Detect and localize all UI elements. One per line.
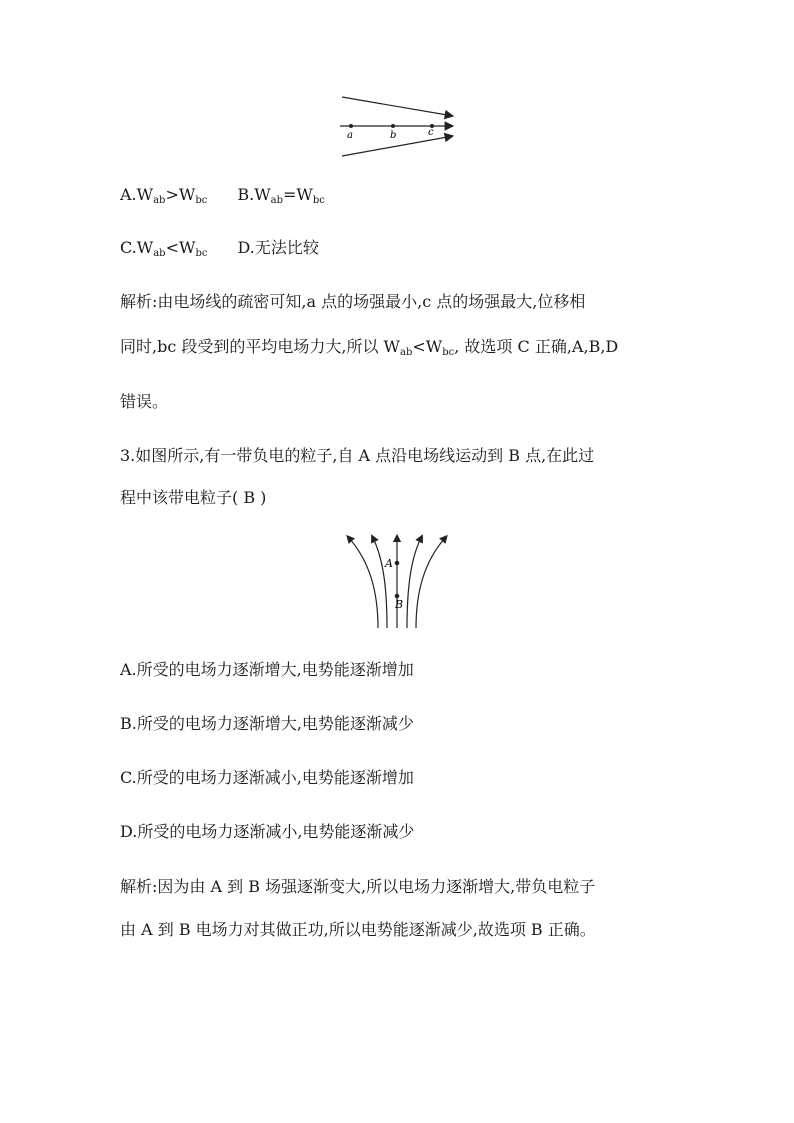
- q3-analysis-line1: 解析:因为由 A 到 B 场强逐渐变大,所以电场力逐渐增大,带负电粒子: [120, 877, 596, 896]
- option-a[interactable]: $A.W_{ab}>W_{bc}$: [120, 185, 208, 206]
- q3-stem-line2: 程中该带电粒子( B ): [120, 488, 267, 507]
- figure-field-lines-abc: [335, 90, 465, 160]
- field-line-far-right: [416, 538, 445, 628]
- q3-option-d[interactable]: D.所受的电场力逐渐减小,电势能逐渐减少: [120, 822, 415, 841]
- point-a: [349, 124, 353, 128]
- field-line-far-left: [349, 538, 378, 628]
- field-line-right: [407, 538, 421, 628]
- q2-analysis-line1: 解析:由电场线的疏密可知,a 点的场强最小,c 点的场强最大,位移相: [120, 292, 586, 311]
- q3-analysis-line2: 由 A 到 B 电场力对其做正功,所以电势能逐渐减少,故选项 B 正确。: [120, 920, 596, 939]
- point-A: [395, 561, 400, 566]
- q2-analysis-line2: 同时,bc 段受到的平均电场力大,所以 $W_{ab}<W_{bc}$, 故选项 C 正确,A,B,D: [120, 337, 619, 358]
- q3-stem-line1: 3.如图所示,有一带负电的粒子,自 A 点沿电场线运动到 B 点,在此过: [120, 446, 595, 465]
- label-B: B: [395, 598, 404, 611]
- option-c[interactable]: $C.W_{ab}<W_{bc}$: [120, 238, 208, 259]
- options-row-cd: [120, 238, 319, 258]
- option-b[interactable]: $B.W_{ab}=W_{bc}$: [237, 185, 325, 206]
- label-b: b: [390, 130, 397, 141]
- label-c: c: [428, 127, 434, 138]
- field-line-bottom: [342, 136, 453, 156]
- option-d[interactable]: D.无法比较: [237, 238, 319, 257]
- q3-option-a[interactable]: A.所受的电场力逐渐增大,电势能逐渐增加: [120, 660, 414, 679]
- field-line-left: [373, 538, 387, 628]
- q3-option-b[interactable]: B.所受的电场力逐渐增大,电势能逐渐减少: [120, 714, 414, 733]
- point-b: [391, 124, 395, 128]
- label-a: a: [347, 130, 353, 141]
- label-A: A: [385, 557, 393, 570]
- options-row-ab: [120, 185, 325, 205]
- figure-field-lines-ab: [340, 532, 455, 632]
- field-line-top: [342, 97, 453, 116]
- q3-option-c[interactable]: C.所受的电场力逐渐减小,电势能逐渐增加: [120, 768, 414, 787]
- q2-analysis-line3: 错误。: [120, 392, 169, 411]
